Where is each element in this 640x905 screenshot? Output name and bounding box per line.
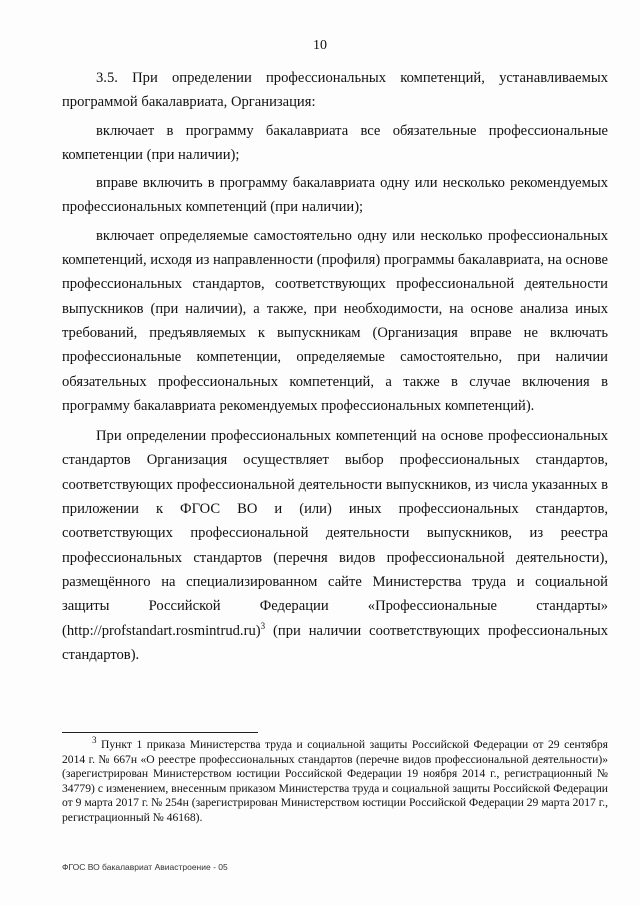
page-footer: ФГОС ВО бакалавриат Авиастроение - 05 [62, 862, 228, 872]
paragraph-text-after-ref: (при наличии соответствующих профессиональных стандартов). [62, 622, 608, 663]
paragraph-recommended-competencies: вправе включить в программу бакалавриата одну или несколько рекомендуемых профессиональных компетенций (при наличии); [62, 175, 608, 216]
footnote-divider [62, 732, 258, 733]
paragraph-3-5: 3.5. При определении профессиональных компетенций, устанавливаемых программой бакалавриата, Организация: [62, 70, 608, 111]
footnote [62, 735, 608, 826]
footnote-marker: 3 [92, 735, 97, 746]
page-number: 10 [313, 38, 327, 53]
body-text [62, 66, 608, 671]
paragraph-mandatory-competencies: включает в программу бакалавриата все обязательные профессиональные компетенции (при наличии); [62, 122, 608, 163]
footnote-reference[interactable]: 3 [260, 620, 266, 631]
footnote-text: Пункт 1 приказа Министерства труда и социальной защиты Российской Федерации от 29 сентября 2014 г. № 667н «О реестре профессиональных стандартов (перечне видов профессиональной деятельности)» (зарегистрирован Министерством юстиции Российской Федерации 19 ноября 2014 г., регистрационный № 34779) с изменением, внесенным приказом Министерства труда и социальной защиты Российской Федерации от 9 марта 2017 г. № 254н (зарегистрирован Министерством юстиции Российской Федерации 29 марта 2017 г., регистрационный № 46168). [62, 738, 608, 824]
paragraph-self-defined-competencies: включает определяемые самостоятельно одну или несколько профессиональных компетенций, исходя из направленности (профиля) программы бакалавриата, на основе профессиональных стандартов, соответствующих профессиональной деятельности выпускников (при наличии), а также, при необходимости, на основе анализа иных требований, предъявляемых к выпускникам (Организация вправе не включать профессиональные компетенции, определяемые самостоятельно, при наличии обязательных профессиональных компетенций, а также в случае включения в программу бакалавриата рекомендуемых профессиональных компетенций). [62, 227, 608, 414]
paragraph-professional-standards [62, 424, 608, 667]
paragraph-text-before-ref: При определении профессиональных компетенций на основе профессиональных стандартов Организация осуществляет выбор профессиональных стандартов, соответствующих профессиональной деятельности выпускников, из числа указанных в приложении к ФГОС ВО и (или) иных профессиональных стандартов, соответствующих профессиональной деятельности выпускников, из реестра профессиональных стандартов (перечня видов профессиональной деятельности), размещённого на специализированном сайте Министерства труда и социальной защиты Российской Федерации «Профессиональные стандарты» (http://profstandart.rosmintrud.ru) [62, 428, 608, 639]
